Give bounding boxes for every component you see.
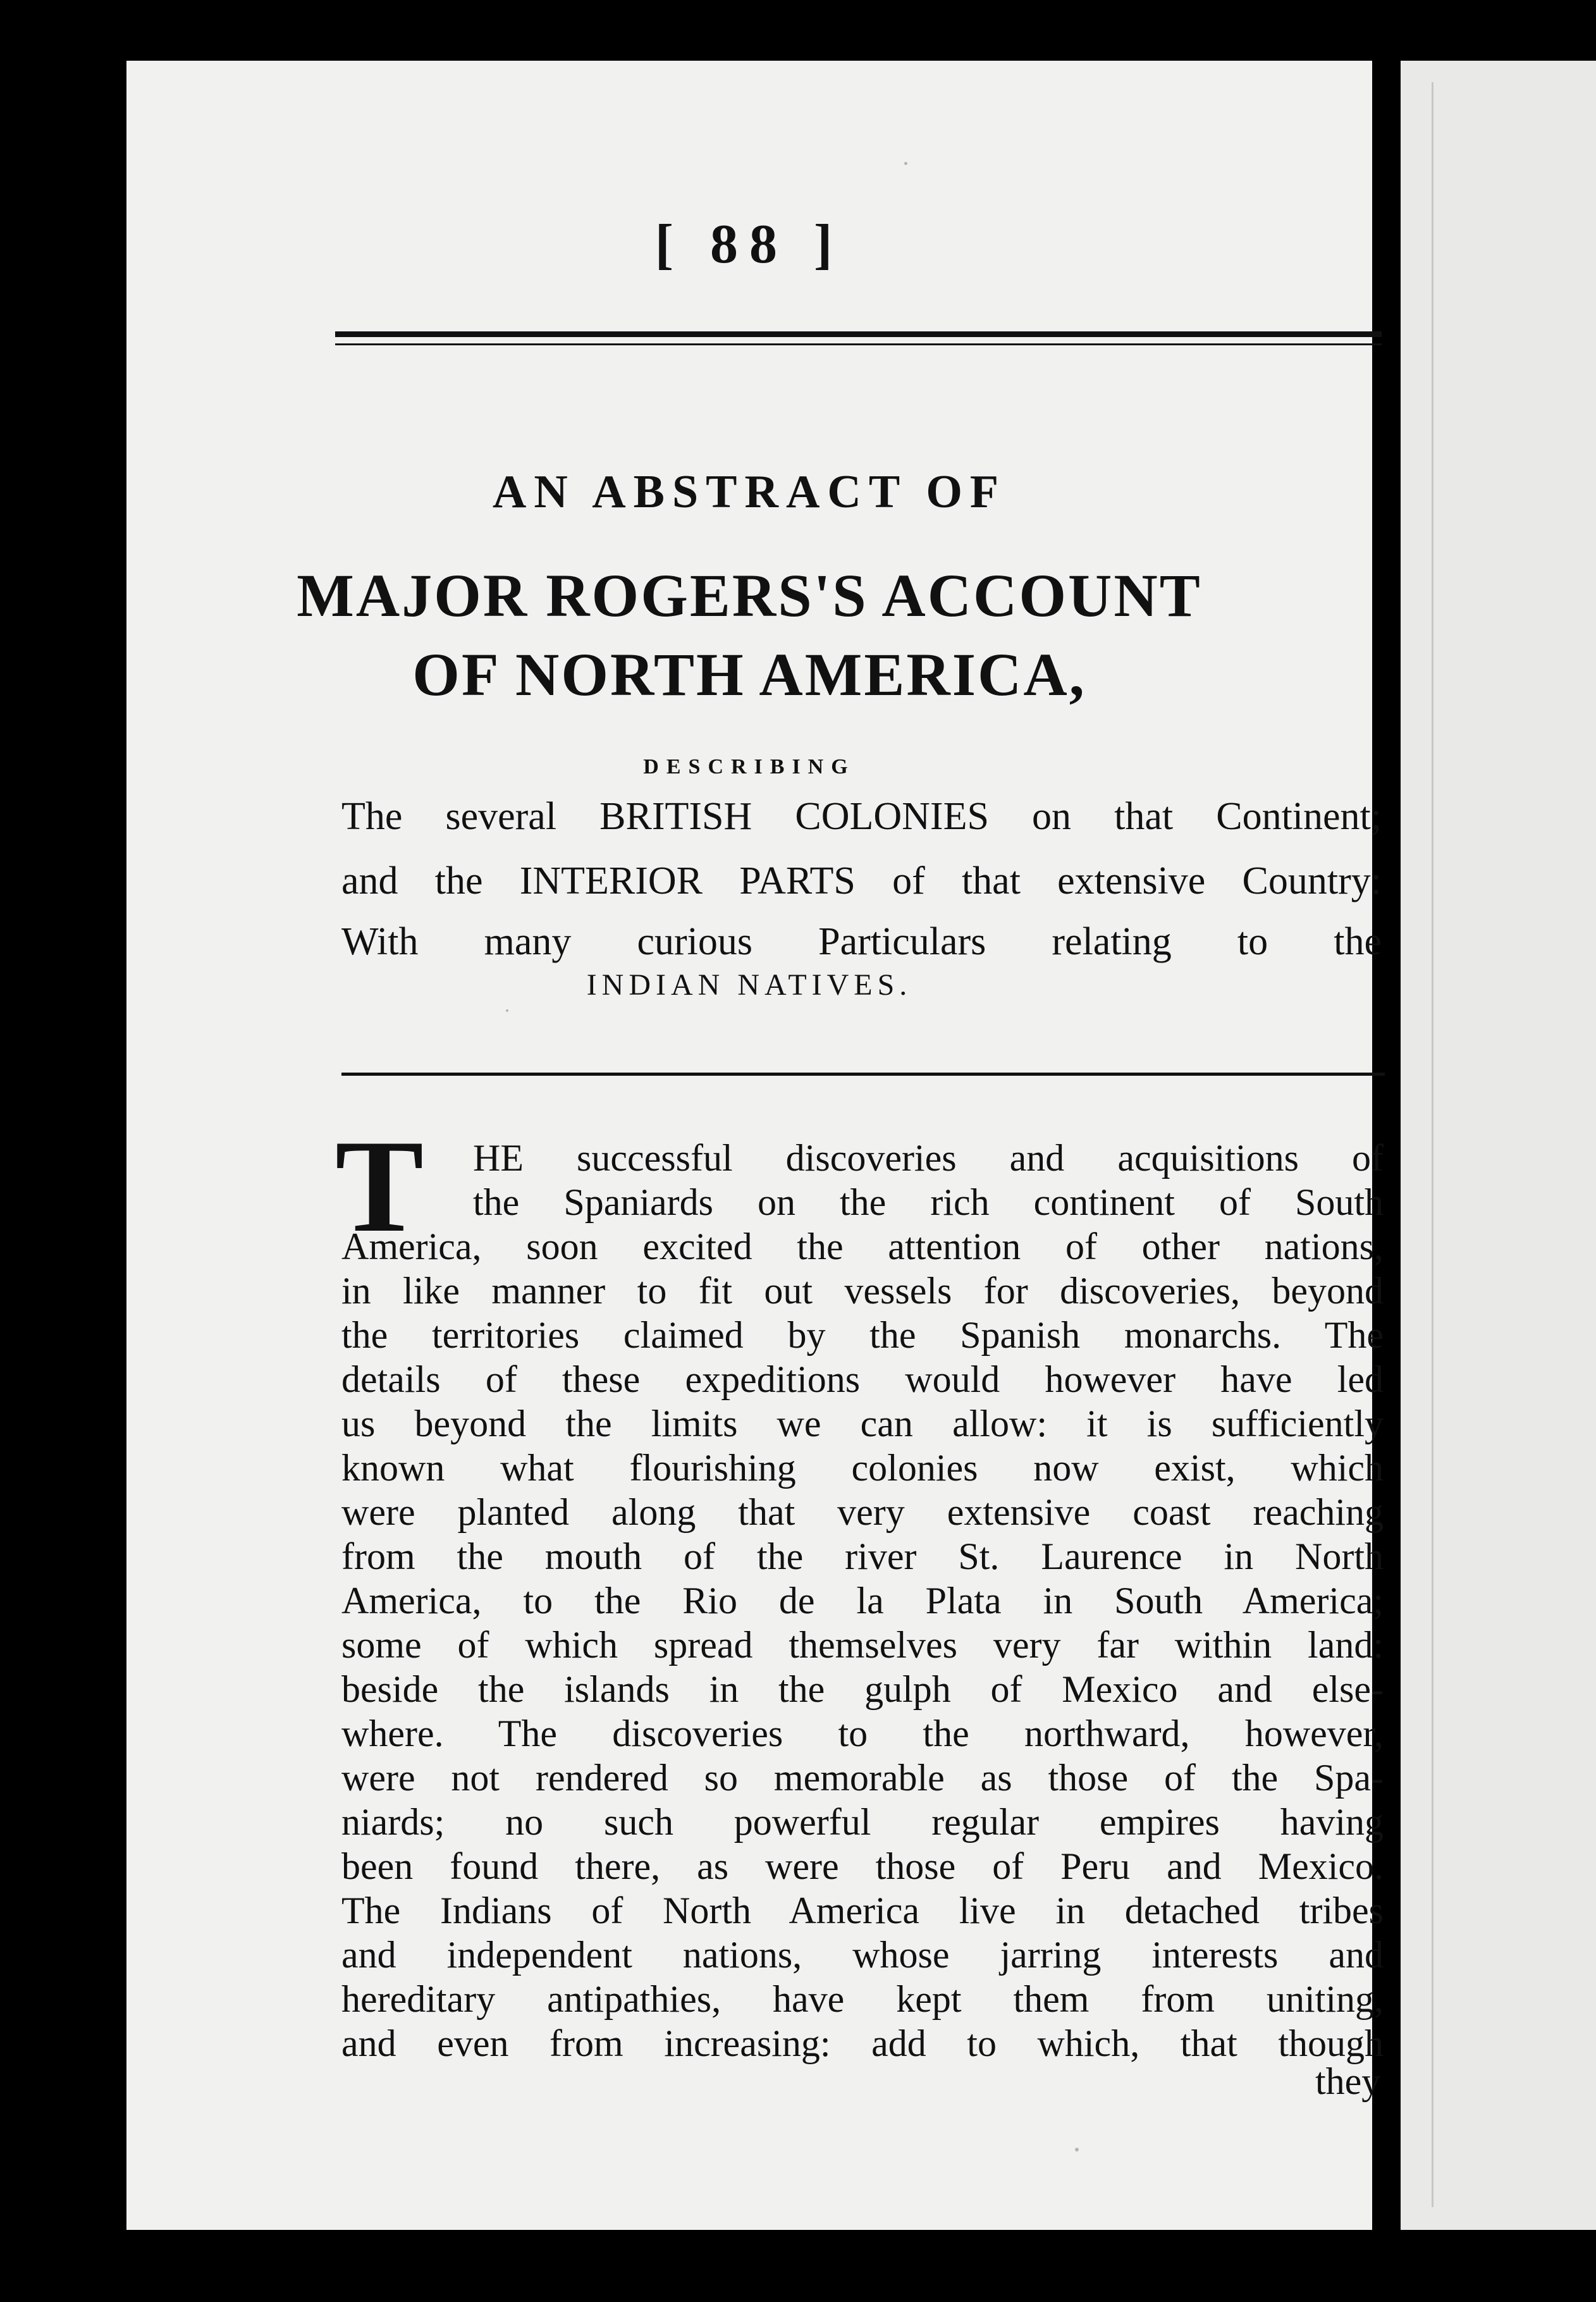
page-number: [ 88 ] [654,214,844,275]
rule-thick [335,331,1382,337]
title-line-2: OF NORTH AMERICA, [412,641,1086,708]
body-line: beside the islands in the gulph of Mexico and else- [341,1668,1384,1710]
body-line: the Spaniards on the rich continent of South [473,1181,1384,1223]
body-line: in like manner to fit out vessels for discoveries, beyond [341,1270,1384,1312]
body-line: some of which spread themselves very far within land: [341,1624,1384,1666]
title-line-1: MAJOR ROGERS'S ACCOUNT [297,562,1202,629]
paper-speck [1075,2148,1079,2151]
body-line: hereditary antipathies, have kept them from uniting, [341,1978,1384,2020]
section-rule [341,1073,1385,1076]
paper-speck [904,162,907,165]
drop-cap: T [335,1113,424,1260]
body-line: America, soon excited the attention of other nations, [341,1226,1384,1267]
book-page [126,61,1384,2230]
body-line: from the mouth of the river St. Laurence in North [341,1536,1384,1577]
body-line: details of these expeditions would however have led [341,1358,1384,1400]
header-double-rule [335,331,1382,350]
body-line: been found there, as were those of Peru and Mexico. [341,1845,1384,1887]
body-line: America, to the Rio de la Plata in South America; [341,1580,1384,1622]
subtitle-line-4: INDIAN NATIVES. [586,968,912,1002]
rule-thin [335,343,1382,345]
body-line: and independent nations, whose jarring interests and [341,1934,1384,1976]
describing-label: DESCRIBING [643,755,856,779]
body-line: niards; no such powerful regular empires having [341,1801,1384,1843]
subtitle-line-2: and the INTERIOR PARTS of that extensive Country: [341,859,1382,902]
paper-speck [506,1009,508,1012]
body-line: us beyond the limits we can allow: it is sufficiently [341,1403,1384,1444]
subtitle-line-1: The several BRITISH COLONIES on that Continent; [341,795,1382,838]
body-line: were not rendered so memorable as those of the Spa- [341,1757,1384,1799]
body-line: The Indians of North America live in detached tribes [341,1890,1384,1931]
heading-abstract: AN ABSTRACT OF [492,466,1007,518]
body-line: known what flourishing colonies now exist, which [341,1447,1384,1489]
subtitle-line-3: With many curious Particulars relating to the [341,920,1382,963]
body-line: where. The discoveries to the northward, however, [341,1713,1384,1754]
body-line: and even from increasing: add to which, that though [341,2022,1384,2064]
catchword: they [1315,2060,1381,2102]
body-line: were planted along that very extensive coast reaching [341,1491,1384,1533]
body-line: HE successful discoveries and acquisitions of [473,1137,1384,1179]
body-line: the territories claimed by the Spanish monarchs. The [341,1314,1384,1356]
facing-page-frame [1432,82,1585,2207]
